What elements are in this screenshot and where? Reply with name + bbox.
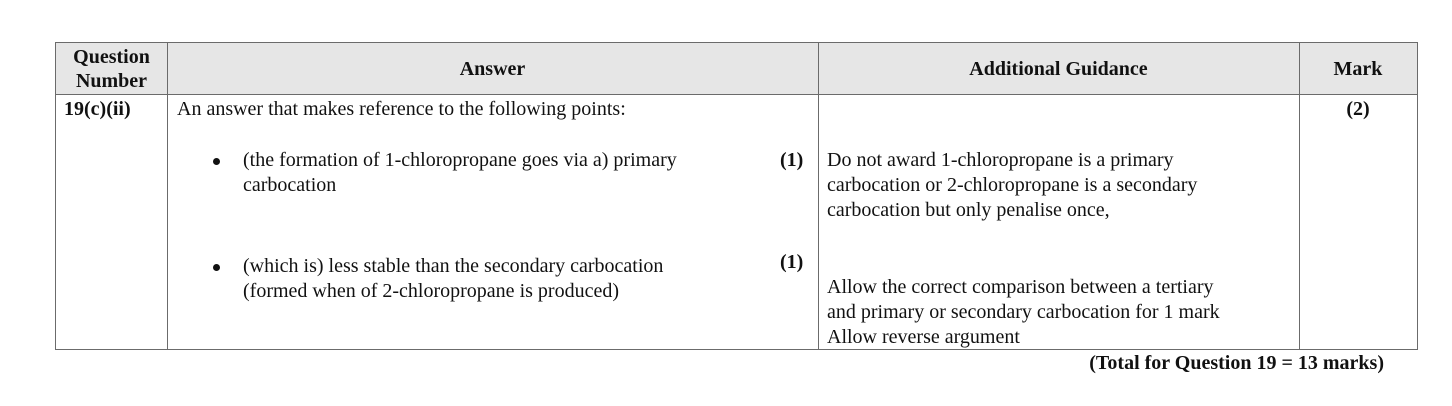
column-divider — [167, 43, 168, 349]
guidance-2-line-2: and primary or secondary carbocation for 1 mark — [827, 301, 1220, 323]
column-divider — [818, 43, 819, 349]
answer-intro: An answer that makes reference to the following points: — [177, 98, 626, 120]
guidance-2-line-3: Allow reverse argument — [827, 326, 1020, 348]
answer-point-1-line-2: carbocation — [243, 174, 337, 196]
mark-value: (2) — [1346, 98, 1370, 120]
answer-point-1-line-1: (the formation of 1-chloropropane goes via a) primary — [243, 149, 677, 171]
header-mark: Mark — [1333, 58, 1383, 80]
answer-point-2-line-1: (which is) less stable than the secondary carbocation — [243, 255, 664, 277]
bullet-point — [213, 158, 220, 165]
column-divider — [1299, 43, 1300, 349]
bullet-point — [213, 264, 220, 271]
answer-point-2-mark: (1) — [780, 251, 804, 273]
header-additional-guidance: Additional Guidance — [969, 58, 1148, 80]
header-question-number: Question Number — [73, 46, 150, 92]
question-total: (Total for Question 19 = 13 marks) — [1089, 352, 1384, 374]
guidance-1-line-2: carbocation or 2-chloropropane is a secondary — [827, 174, 1198, 196]
question-number: 19(c)(ii) — [64, 98, 131, 120]
answer-point-1-mark: (1) — [780, 149, 804, 171]
answer-point-2-line-2: (formed when of 2-chloropropane is produced) — [243, 280, 619, 302]
guidance-2-line-1: Allow the correct comparison between a tertiary — [827, 276, 1214, 298]
header-answer: Answer — [459, 58, 526, 80]
guidance-1-line-1: Do not award 1-chloropropane is a primary — [827, 149, 1174, 171]
guidance-1-line-3: carbocation but only penalise once, — [827, 199, 1110, 221]
mark-scheme-table — [55, 42, 1418, 350]
